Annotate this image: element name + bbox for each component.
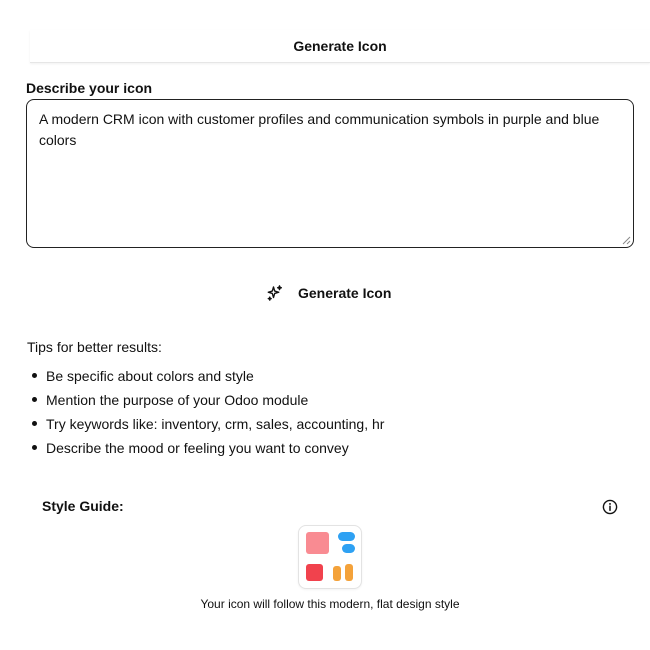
style-preview-image	[298, 525, 362, 589]
flat-style-sample-icon	[299, 526, 361, 588]
tips-list	[27, 364, 384, 460]
tip-item: Describe the mood or feeling you want to convey	[27, 436, 384, 460]
tip-item: Mention the purpose of your Odoo module	[27, 388, 384, 412]
style-guide-label: Style Guide:	[42, 498, 124, 514]
describe-icon-label: Describe your icon	[26, 80, 153, 96]
style-guide-caption: Your icon will follow this modern, flat design style	[200, 597, 460, 611]
textarea-value: A modern CRM icon with customer profiles and communication symbols in purple and blue colors	[39, 111, 600, 148]
generate-button-label: Generate Icon	[298, 285, 392, 301]
header-title: Generate Icon	[293, 38, 387, 54]
icon-description-textarea[interactable]	[26, 99, 634, 248]
generate-icon-header[interactable]	[30, 30, 650, 63]
info-icon[interactable]	[602, 499, 618, 515]
resize-handle-icon[interactable]	[622, 236, 631, 245]
generate-icon-button[interactable]	[260, 280, 397, 306]
tips-heading: Tips for better results:	[27, 339, 162, 355]
tip-item: Try keywords like: inventory, crm, sales, accounting, hr	[27, 412, 384, 436]
sparkles-icon	[266, 284, 284, 302]
tip-item: Be specific about colors and style	[27, 364, 384, 388]
